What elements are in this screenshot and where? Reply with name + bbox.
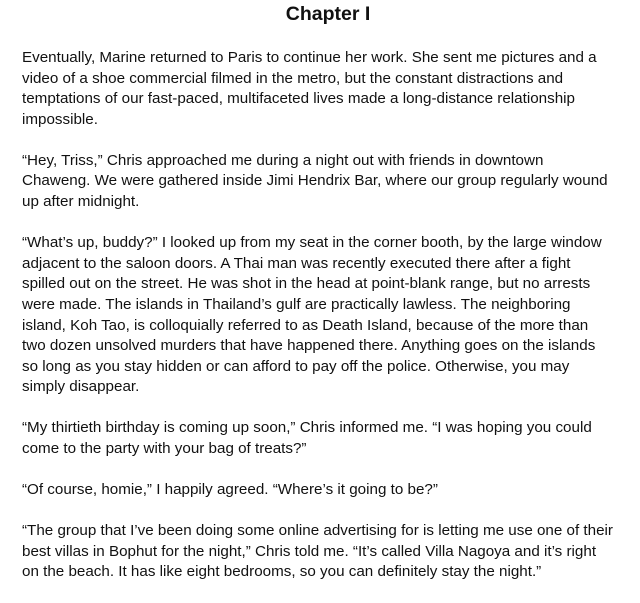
- paragraph-line: spilled out on the street. He was shot in the head at point-blank range, but no arrests: [22, 275, 591, 293]
- paragraph-line: “The group that I’ve been doing some online advertising for is letting me use one of their: [22, 522, 613, 540]
- chapter-title: Chapter I: [285, 3, 371, 25]
- paragraph-line: island, Koh Tao, is colloquially referred to as Death Island, because of the more than: [22, 316, 589, 334]
- paragraph-line: temptations of our fast-paced, multifaceted lives made a long-distance relationship: [22, 90, 575, 108]
- paragraph-line: Chaweng. We were gathered inside Jimi Hendrix Bar, where our group regularly wound: [22, 172, 608, 190]
- paragraph-line: “What’s up, buddy?” I looked up from my seat in the corner booth, by the large window: [22, 234, 602, 252]
- paragraph-line: best villas in Bophut for the night,” Chris told me. “It’s called Villa Nagoya and it’s right: [22, 542, 597, 560]
- paragraph-line: “Hey, Triss,” Chris approached me during a night out with friends in downtown: [22, 151, 544, 169]
- paragraph-6: [22, 521, 634, 583]
- paragraph-line: Eventually, Marine returned to Paris to continue her work. She sent me pictures and a: [22, 49, 597, 66]
- paragraph-2: [22, 151, 634, 213]
- paragraph-line: impossible.: [22, 110, 98, 128]
- paragraph-4: [22, 418, 634, 459]
- document-page: [22, 0, 634, 603]
- paragraph-1: [22, 48, 634, 130]
- paragraph-5: [22, 480, 634, 501]
- paragraph-line: video of a shoe commercial filmed in the metro, but the constant distractions and: [22, 69, 564, 87]
- paragraph-line: on the beach. It has like eight bedrooms, so you can definitely stay the night.”: [22, 563, 542, 581]
- paragraph-line: up after midnight.: [22, 193, 140, 211]
- paragraph-line: “Of course, homie,” I happily agreed. “Where’s it going to be?”: [22, 481, 438, 499]
- paragraph-line: come to the party with your bag of treats?”: [22, 440, 307, 457]
- paragraph-line: simply disappear.: [22, 378, 140, 396]
- paragraph-line: so long as you stay hidden or can afford to pay off the police. Otherwise, you may: [22, 357, 570, 375]
- paragraph-line: “My thirtieth birthday is coming up soon,” Chris informed me. “I was hoping you could: [22, 419, 592, 437]
- paragraph-3: [22, 233, 634, 398]
- paragraph-line: were made. The islands in Thailand’s gulf are practically lawless. The neighboring: [22, 295, 571, 313]
- paragraph-line: adjacent to the saloon doors. A Thai man was recently executed there after a fight: [22, 254, 571, 272]
- paragraph-line: two dozen unsolved murders that have happened there. Anything goes on the islands: [22, 337, 596, 355]
